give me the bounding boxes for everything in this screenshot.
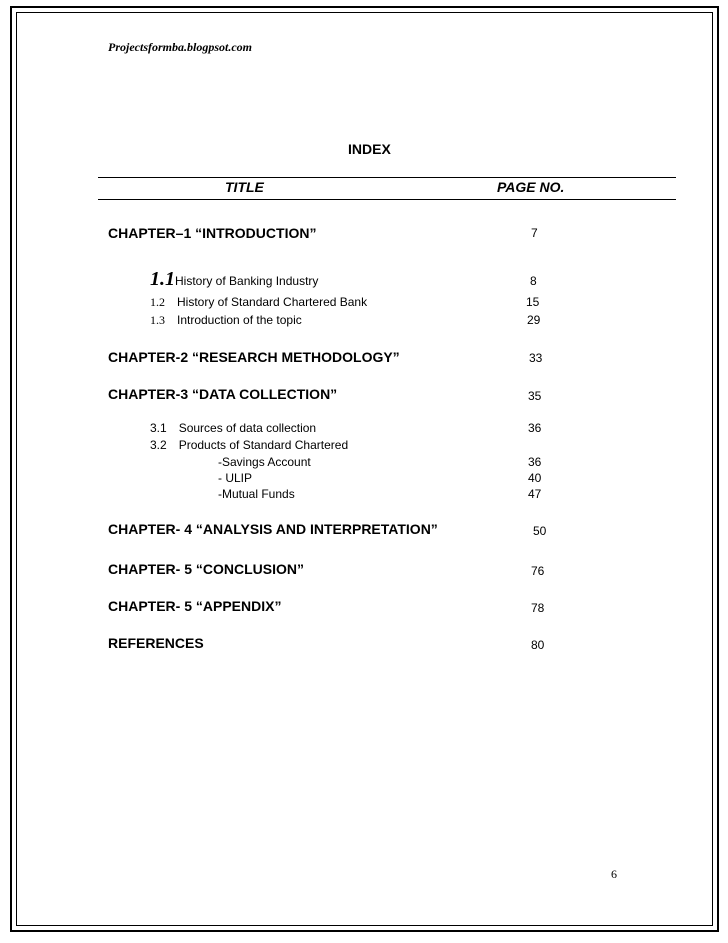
- chapter-2-page: 33: [529, 351, 543, 365]
- references-page: 80: [531, 638, 545, 652]
- chapter-2-title: CHAPTER-2 “RESEARCH METHODOLOGY”: [108, 349, 400, 365]
- product-ulip-page: 40: [528, 471, 542, 485]
- product-mutual-funds-page: 47: [528, 487, 542, 501]
- section-3-1-title: Sources of data collection: [178, 421, 317, 435]
- site-header: Projectsformba.blogpsot.com: [108, 40, 252, 54]
- product-savings-account: -Savings Account: [218, 455, 311, 469]
- section-1-1: [150, 268, 318, 291]
- section-1-2-page: 15: [526, 295, 540, 309]
- section-1-3: [150, 313, 302, 328]
- section-1-3-page: 29: [527, 313, 541, 327]
- chapter-3-page: 35: [528, 389, 542, 403]
- section-1-3-number: 1.3: [150, 313, 165, 327]
- section-1-2-number: 1.2: [150, 295, 165, 309]
- section-3-1-page: 36: [528, 421, 542, 435]
- section-3-2: [150, 438, 348, 452]
- column-page-no: PAGE NO.: [497, 179, 565, 195]
- chapter-4-page: 50: [533, 524, 547, 538]
- column-title: TITLE: [225, 179, 264, 195]
- chapter-4-title: CHAPTER- 4 “ANALYSIS AND INTERPRETATION”: [108, 521, 438, 537]
- product-mutual-funds: -Mutual Funds: [218, 487, 295, 501]
- section-1-1-title: History of Banking Industry: [175, 274, 319, 288]
- product-ulip: - ULIP: [218, 471, 253, 485]
- header-rule-bottom: [98, 199, 676, 200]
- chapter-1-title: CHAPTER–1 “INTRODUCTION”: [108, 225, 317, 241]
- chapter-3-title: CHAPTER-3 “DATA COLLECTION”: [108, 386, 338, 402]
- section-3-2-number: 3.2: [150, 438, 167, 452]
- section-1-1-number: 1.1: [150, 268, 175, 290]
- chapter-5-page: 76: [531, 564, 545, 578]
- section-1-2-title: History of Standard Chartered Bank: [177, 295, 368, 309]
- product-savings-account-page: 36: [528, 455, 542, 469]
- index-heading: INDEX: [348, 141, 391, 157]
- appendix-page: 78: [531, 601, 545, 615]
- references-title: REFERENCES: [108, 635, 204, 651]
- chapter-1-page: 7: [531, 226, 538, 240]
- section-1-1-page: 8: [530, 274, 537, 288]
- section-1-3-title: Introduction of the topic: [177, 313, 302, 327]
- section-3-1-number: 3.1: [150, 421, 167, 435]
- chapter-5-title: CHAPTER- 5 “CONCLUSION”: [108, 561, 305, 577]
- section-1-2: [150, 295, 367, 310]
- appendix-title: CHAPTER- 5 “APPENDIX”: [108, 598, 282, 614]
- page-number: 6: [611, 867, 617, 881]
- section-3-2-title: Products of Standard Chartered: [178, 438, 349, 452]
- header-rule-top: [98, 177, 676, 178]
- section-3-1: [150, 421, 316, 435]
